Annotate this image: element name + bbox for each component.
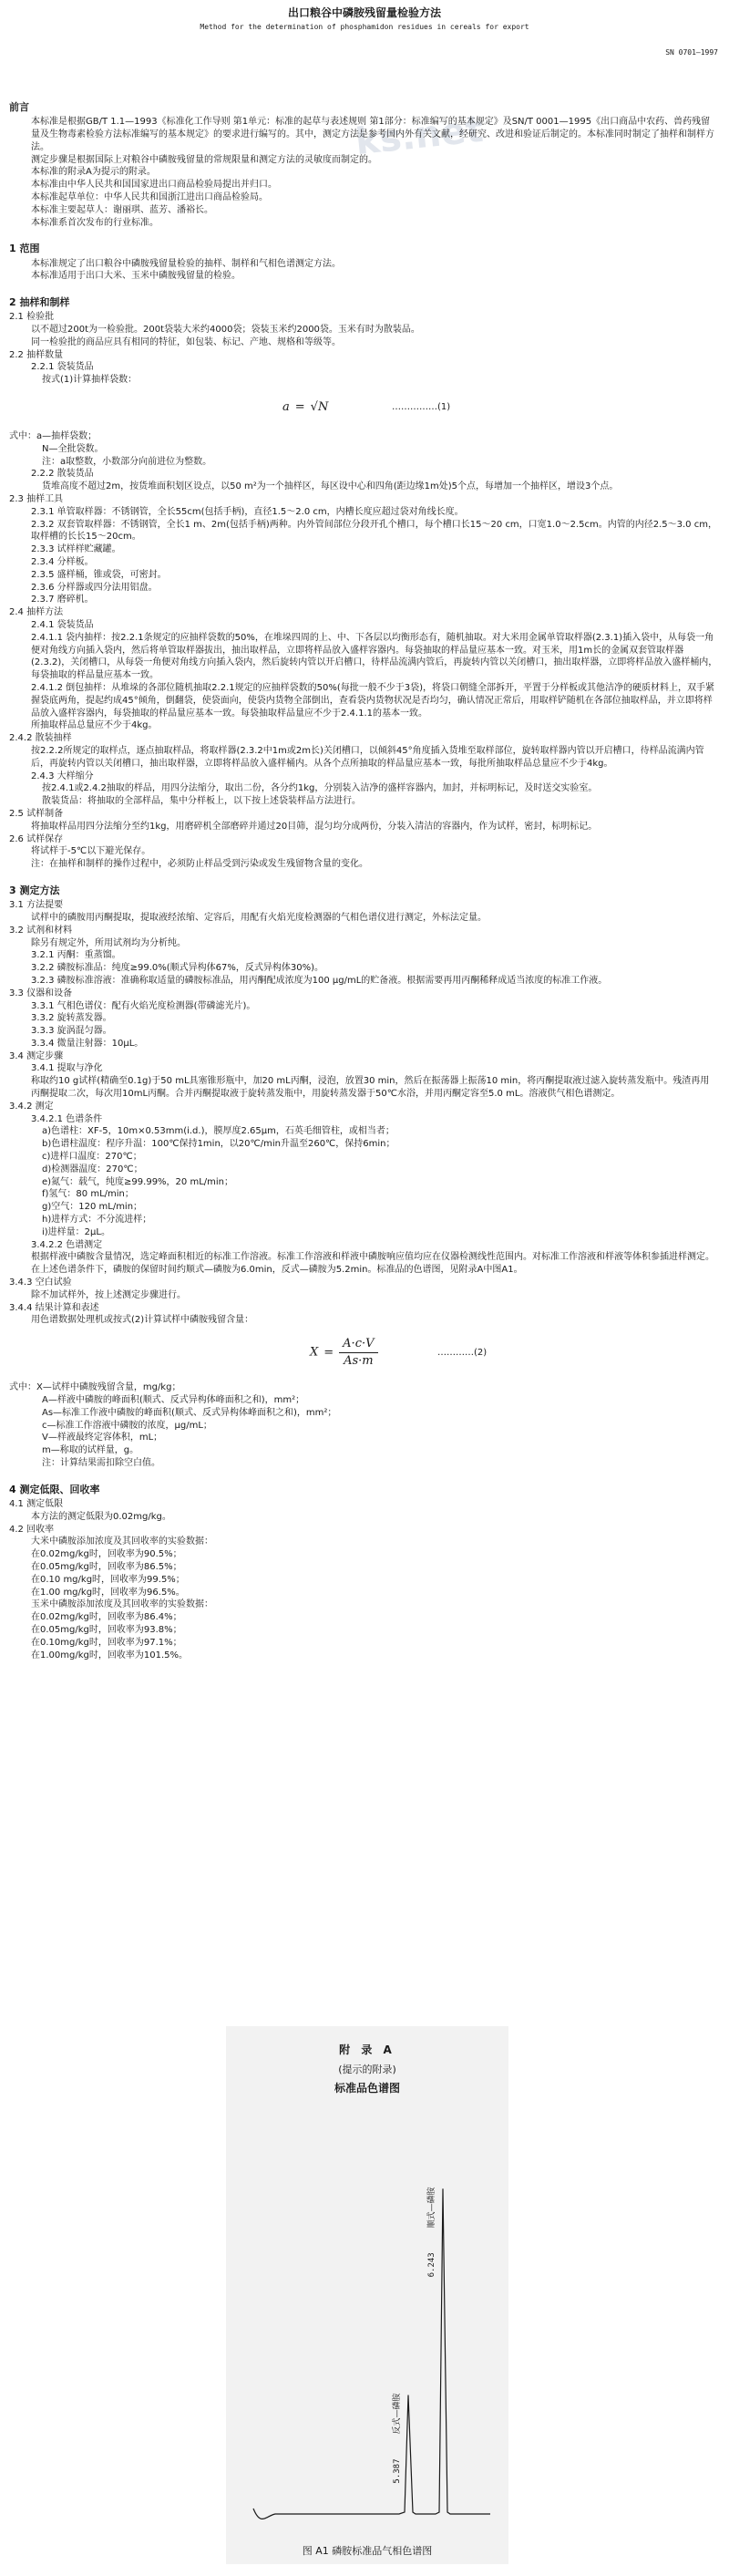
section-0	[9, 100, 718, 229]
document-subtitle: Method for the determination of phosphamidon residues in cereals for export	[200, 23, 529, 31]
paragraph: 3.2.2 磷胺标准品：纯度≥99.0%(顺式异构体67%，反式异构体30%)。	[31, 963, 324, 974]
formula-number: …………(2)	[437, 1348, 488, 1359]
paragraph: N—全批袋数。	[42, 443, 104, 454]
paragraph: 除不加试样外，按上述测定步骤进行。	[31, 1289, 186, 1300]
paragraph: 本标准由中华人民共和国国家进出口商品检验局提出并归口。	[31, 180, 277, 191]
paragraph: 3.2 试剂和材料	[9, 925, 73, 936]
paragraph: 在0.02mg/kg时，回收率为90.5%；	[31, 1549, 182, 1560]
appendix-heading: 标准品色谱图	[334, 2082, 400, 2095]
section-2	[9, 295, 718, 871]
paragraph: 3.3.1 气相色谱仪：配有火焰光度检测器(带磷滤光片)。	[31, 1000, 256, 1011]
chromatogram-chart	[235, 2099, 499, 2537]
formula-root: √N	[310, 400, 329, 415]
formula-lhs: a	[282, 400, 290, 415]
section-heading: 2 抽样和制样	[9, 296, 70, 309]
paragraph: 同一检验批的商品应具有相同的特征，如包装、标记、产地、规格和等级等。	[31, 336, 341, 347]
peak-retention-time: 5.387	[393, 2458, 402, 2484]
paragraph: V—样液最终定容体积，mL；	[42, 1433, 163, 1443]
paragraph: 2.3.6 分样器或四分法用铝盘。	[31, 582, 158, 593]
paragraph: 本标准的附录A为提示的附录。	[31, 167, 156, 178]
section-4	[9, 1483, 718, 1662]
paragraph: 货堆高度不超过2m，按货堆面积划区设点，以50 m²为一个抽样区，每区设中心和四角(距边缘1m处)5个点，每增加一个抽样区，增设3个点。	[42, 481, 619, 492]
watermark: ks.net	[353, 108, 486, 164]
formula-2	[9, 1332, 718, 1376]
paragraph: 2.3.4 分样板。	[31, 557, 94, 568]
formula-denominator: As·m	[344, 1354, 374, 1369]
section-3	[9, 884, 718, 1470]
paragraph: 3.4.4 结果计算和表述	[9, 1302, 99, 1313]
paragraph: 按2.4.1或2.4.2抽取的样品，用四分法缩分，取出二份，各分约1kg，分别装入洁净的盛样容器内，加封，并标明标记，及时送交实验室。	[42, 783, 598, 794]
paragraph: 将试样于-5℃以下避光保存。	[31, 846, 151, 857]
paragraph: 2.3.1 单管取样器：不锈钢管，全长55cm(包括手柄)，直径1.5～2.0 cm，内槽长度应超过袋对角线长度。	[31, 506, 464, 517]
paragraph: c)进样口温度：270℃；	[42, 1152, 142, 1163]
paragraph: 将抽取样品用四分法缩分至约1kg，用磨碎机全部磨碎并通过20目筛，混匀均分成两份，分装入清洁的容器内，作为试样，密封，标明标记。	[31, 821, 598, 832]
paragraph: 2.4 抽样方法	[9, 607, 64, 618]
chromatogram-trace	[253, 2188, 490, 2519]
paragraph: 2.3.7 磨碎机。	[31, 595, 94, 605]
paragraph: 3.3.2 旋转蒸发器。	[31, 1013, 112, 1024]
section-heading: 4 测定低限、回收率	[9, 1483, 100, 1495]
paragraph: 式中：X—试样中磷胺残留含量，mg/kg；	[9, 1382, 181, 1393]
section-1	[9, 242, 718, 283]
paragraph: 在0.10 mg/kg时，回收率为99.5%；	[31, 1574, 185, 1585]
paragraph: 3.4.2.2 色谱测定	[31, 1239, 103, 1250]
paragraph: 2.4.1 袋装货品	[31, 620, 94, 631]
paragraph: 3.3.3 旋涡混匀器。	[31, 1026, 112, 1037]
paragraph: 以不超过200t为一检验批。200t袋装大米约4000袋；袋装玉米约2000袋。玉米有时为散装品。	[31, 325, 420, 336]
appendix-note: (提示的附录)	[338, 2064, 396, 2075]
paragraph: 在0.05mg/kg时，回收率为86.5%；	[31, 1561, 182, 1572]
paragraph: 2.3.3 试样样贮藏罐。	[31, 544, 121, 555]
paragraph: As—标准工作液中磷胺的峰面积(顺式、反式异构体峰面积之和)，mm²；	[42, 1407, 337, 1418]
paragraph: 按式(1)计算抽样袋数：	[42, 375, 138, 386]
paragraph: a)色谱柱：XF-5，10m×0.53mm(i.d.)，膜厚度2.65μm，石英毛细管柱，或相当者；	[42, 1126, 395, 1137]
paragraph: 2.4.2 散装抽样	[9, 733, 72, 744]
paragraph: 2.3 抽样工具	[9, 494, 64, 505]
formula-1	[9, 392, 718, 425]
paragraph: 3.4.2 测定	[9, 1101, 54, 1112]
document-body	[9, 88, 718, 1661]
paragraph: 3.1 方法提要	[9, 900, 64, 911]
paragraph: 3.4 测定步骤	[9, 1050, 64, 1061]
paragraph: 式中：a—抽样袋数；	[9, 431, 98, 442]
document-title: 出口粮谷中磷胺残留量检验方法	[287, 6, 441, 19]
paragraph: i)进样量：2μL。	[42, 1226, 110, 1237]
paragraph: 本标准起草单位：中华人民共和国浙江进出口商品检验局。	[31, 191, 268, 202]
paragraph: g)空气：120 mL/min；	[42, 1202, 143, 1213]
paragraph: 2.5 试样制备	[9, 808, 64, 819]
paragraph: 3.2.3 磷胺标准溶液：准确称取适量的磷胺标准品，用丙酮配成浓度为100 μg/mL的贮备液。根据需要再用丙酮稀释成适当浓度的标准工作液。	[31, 975, 608, 986]
paragraph: 本标准主要起草人：谢丽琪、蓝芳、潘裕长。	[31, 204, 213, 215]
paragraph: 2.6 试样保存	[9, 833, 64, 844]
paragraph: 2.1 检验批	[9, 312, 55, 323]
paragraph: 在1.00 mg/kg时，回收率为96.5%。	[31, 1587, 185, 1598]
paragraph: 在0.02mg/kg时，回收率为86.4%；	[31, 1612, 182, 1623]
paragraph: 3.4.3 空白试验	[9, 1278, 72, 1288]
paragraph: 本标准适用于出口大米、玉米中磷胺残留量的检验。	[31, 271, 241, 282]
paragraph: 按2.2.2所规定的取样点，逐点抽取样品，将取样器(2.3.2中1m或2m长)关闭槽口，以倾斜45°角度插入货堆至取样部位，旋转取样器内管以开启槽口，待样品流满内管后，再旋转内管以关闭槽口，抽出取样器，立即将样品放入盛样桶内。从各个点所抽取的样品量应基本一致，每批所抽取样品总量应不少于4kg。	[31, 745, 704, 769]
paragraph: 测定步骤是根据国际上对粮谷中磷胺残留量的常规限量和测定方法的灵敏度而制定的。	[31, 154, 377, 165]
paragraph: 本方法的测定低限为0.02mg/kg。	[31, 1511, 171, 1522]
paragraph: 2.2 抽样数量	[9, 349, 64, 360]
formula-fraction	[339, 1336, 377, 1370]
figure-caption: 图 A1 磷胺标准品气相色谱图	[302, 2545, 433, 2557]
paragraph: 3.3 仪器和设备	[9, 988, 73, 998]
paragraph: 玉米中磷胺添加浓度及其回收率的实验数据：	[31, 1599, 213, 1610]
paragraph: c—标准工作溶液中磷胺的浓度，μg/mL；	[42, 1420, 212, 1431]
paragraph: 2.4.1.1 袋内抽样：按2.2.1条规定的应抽样袋数的50%，在堆垛四周的上、中、下各层以均衡形态有，随机抽取。对大米用金属单管取样器(2.3.1)插入袋中，从每袋一角便对角线方向插入袋内，然后将单管取样器拔出，抽出取样品，立即将样品放入盛样容器内。每袋抽取的样品量应基本一致。对玉米，用1m长的金属双套管取样器(2.3.2)，关闭槽口，从每袋一角便对角线方向插入袋内，然后旋转内管以开启槽口，待样品流满内管后，再旋转内管以关闭槽口，抽出取样器，立即将样品放入盛样桶内，每袋抽取的样品量应基本一致。	[31, 632, 718, 681]
paragraph: 大米中磷胺添加浓度及其回收率的实验数据：	[31, 1536, 213, 1547]
paragraph: f)氢气：80 mL/min；	[42, 1189, 134, 1200]
paragraph: 2.2.1 袋装货品	[31, 362, 94, 373]
paragraph: 2.3.2 双套管取样器：不锈钢管，全长1 m、2m(包括手柄)两种。内外管间部位分段开孔个槽口，每个槽口长15～20 cm，口宽1.0～2.5cm。内管的内径2.5～3.0 cm，取样槽的长长15～20cm。	[31, 519, 717, 543]
paragraph: 2.3.5 盛样桶，锥或袋，可密封。	[31, 569, 167, 580]
formula-number: ……………(1)	[392, 402, 451, 413]
formula-lhs: X	[310, 1345, 319, 1360]
paragraph: 本标准系首次发布的行业标准。	[31, 217, 159, 228]
paragraph: 在0.10mg/kg时，回收率为97.1%；	[31, 1637, 182, 1648]
paragraph: 所抽取样品总量应不少于4kg。	[31, 720, 158, 731]
section-heading: 前言	[9, 101, 29, 113]
paragraph: 用色谱数据处理机或按式(2)计算试样中磷胺残留含量：	[31, 1315, 254, 1326]
paragraph: 3.3.4 微量注射器：10μL。	[31, 1038, 144, 1049]
formula-equals: =	[294, 400, 305, 415]
paragraph: b)色谱柱温度：程序升温：100℃保持1min，以20℃/min升温至260℃，保持6min；	[42, 1139, 395, 1150]
paragraph: 本标准是根据GB/T 1.1—1993《标准化工作导则 第1单元：标准的起草与表述规则 第1部分：标准编写的基本规定》及SN/T 0001—1995《出口商品中农药、兽药残留量及生物毒素检验方法标准编写的基本规定》的要求进行编写的。其中，测定方法是参考国内外有关文献，经研究、改进和验证后制定的。本标准同时制定了抽样和制样方法。	[31, 117, 714, 152]
paragraph: 2.4.1.2 倒包抽样：从堆垛的各部位随机抽取2.2.1规定的应抽样袋数的50%(每批一般不少于3袋)，将袋口朝缝全部拆开，平置于分样板或其他洁净的硬质材料上，双手紧握袋底两角，提起约成45°倾角，倒翻袋，使袋面向，使袋内货物全部倒出，查看袋内货物状况是否均匀，确认情况正常后，用取样铲随机在各部位抽取样品，并立即将样品放入盛样容器内，每袋抽取的样品量应基本一致。每袋抽取样品量应不少于2.4.1.1的基本一致。	[31, 683, 714, 719]
paragraph: 4.1 测定低限	[9, 1498, 64, 1509]
paragraph: 2.4.3 大样缩分	[31, 771, 94, 781]
paragraph: A—样液中磷胺的峰面积(顺式、反式异构体峰面积之和)，mm²；	[42, 1395, 305, 1406]
paragraph: 除另有规定外，所用试剂均为分析纯。	[31, 937, 186, 948]
formula-equals: =	[323, 1345, 334, 1360]
paragraph: 根据样液中磷胺含量情况，选定峰面积相近的标准工作溶液。标准工作溶液和样液中磷胺响应值均应在仪器检测线性范围内。对标准工作溶液和样液等体积参插进样测定。在上述色谱条件下，磷胺的保留时间约顺式—磷胺为6.0min，反式—磷胺为5.2min。标准品的色谱图，见附录A中图A1。	[31, 1252, 714, 1276]
peak-retention-time: 6.243	[427, 2252, 436, 2278]
paragraph: 注：a取整数，小数部分向前进位为整数。	[42, 456, 212, 467]
paragraph: 4.2 回收率	[9, 1524, 55, 1535]
paragraph: 3.2.1 丙酮：重蒸馏。	[31, 950, 121, 961]
paragraph: 注：计算结果需扣除空白值。	[42, 1458, 160, 1468]
appendix-title: 附 录 A	[339, 2043, 395, 2056]
peak-label: 反式—磷胺	[393, 2393, 402, 2435]
paragraph: m—称取的试样量，g。	[42, 1445, 139, 1456]
appendix-a	[226, 2026, 508, 2564]
paragraph: 在0.05mg/kg时，回收率为93.8%；	[31, 1624, 182, 1635]
paragraph: 注：在抽样和制样的操作过程中，必须防止样品受到污染或发生残留物含量的变化。	[31, 859, 368, 870]
formula-numerator: A·c·V	[339, 1336, 377, 1353]
paragraph: 在1.00mg/kg时，回收率为101.5%。	[31, 1650, 188, 1660]
paragraph: 2.2.2 散装货品	[31, 469, 94, 480]
paragraph: 3.4.1 提取与净化	[31, 1063, 103, 1074]
standard-number: SN 0701—1997	[665, 48, 718, 57]
paragraph: d)检测器温度：270℃；	[42, 1164, 143, 1174]
paragraph: 散装货品：将抽取的全部样品，集中分样板上，以下按上述袋装样品方法进行。	[42, 796, 361, 807]
section-heading: 3 测定方法	[9, 884, 60, 896]
paragraph: 试样中的磷胺用丙酮提取，提取液经浓缩、定容后，用配有火焰光度检测器的气相色谱仪进行测定，外标法定量。	[31, 912, 487, 923]
peak-label: 顺式—磷胺	[427, 2187, 436, 2229]
paragraph: 称取约10 g试样(精确至0.1g)于50 mL具塞锥形瓶中，加20 mL丙酮，浸泡，放置30 min，然后在振荡器上振荡10 min，将丙酮提取液过滤入旋转蒸发瓶中。残渣再用丙酮提取二次，每次用10mL丙酮。合并丙酮提取液于旋转蒸发瓶中，用旋转蒸发器于50℃水浴，并用丙酮定容至5.0 mL。溶液供气相色谱测定。	[31, 1076, 710, 1100]
formula-2-expression	[310, 1336, 378, 1370]
paragraph: 3.4.2.1 色谱条件	[31, 1113, 103, 1124]
formula-1-expression	[282, 399, 328, 416]
paragraph: e)氮气：载气，纯度≥99.99%，20 mL/min；	[42, 1176, 234, 1187]
paragraph: h)进样方式：不分流进样；	[42, 1215, 152, 1226]
section-heading: 1 范围	[9, 243, 40, 255]
paragraph: 本标准规定了出口粮谷中磷胺残留量检验的抽样、制样和气相色谱测定方法。	[31, 258, 341, 269]
